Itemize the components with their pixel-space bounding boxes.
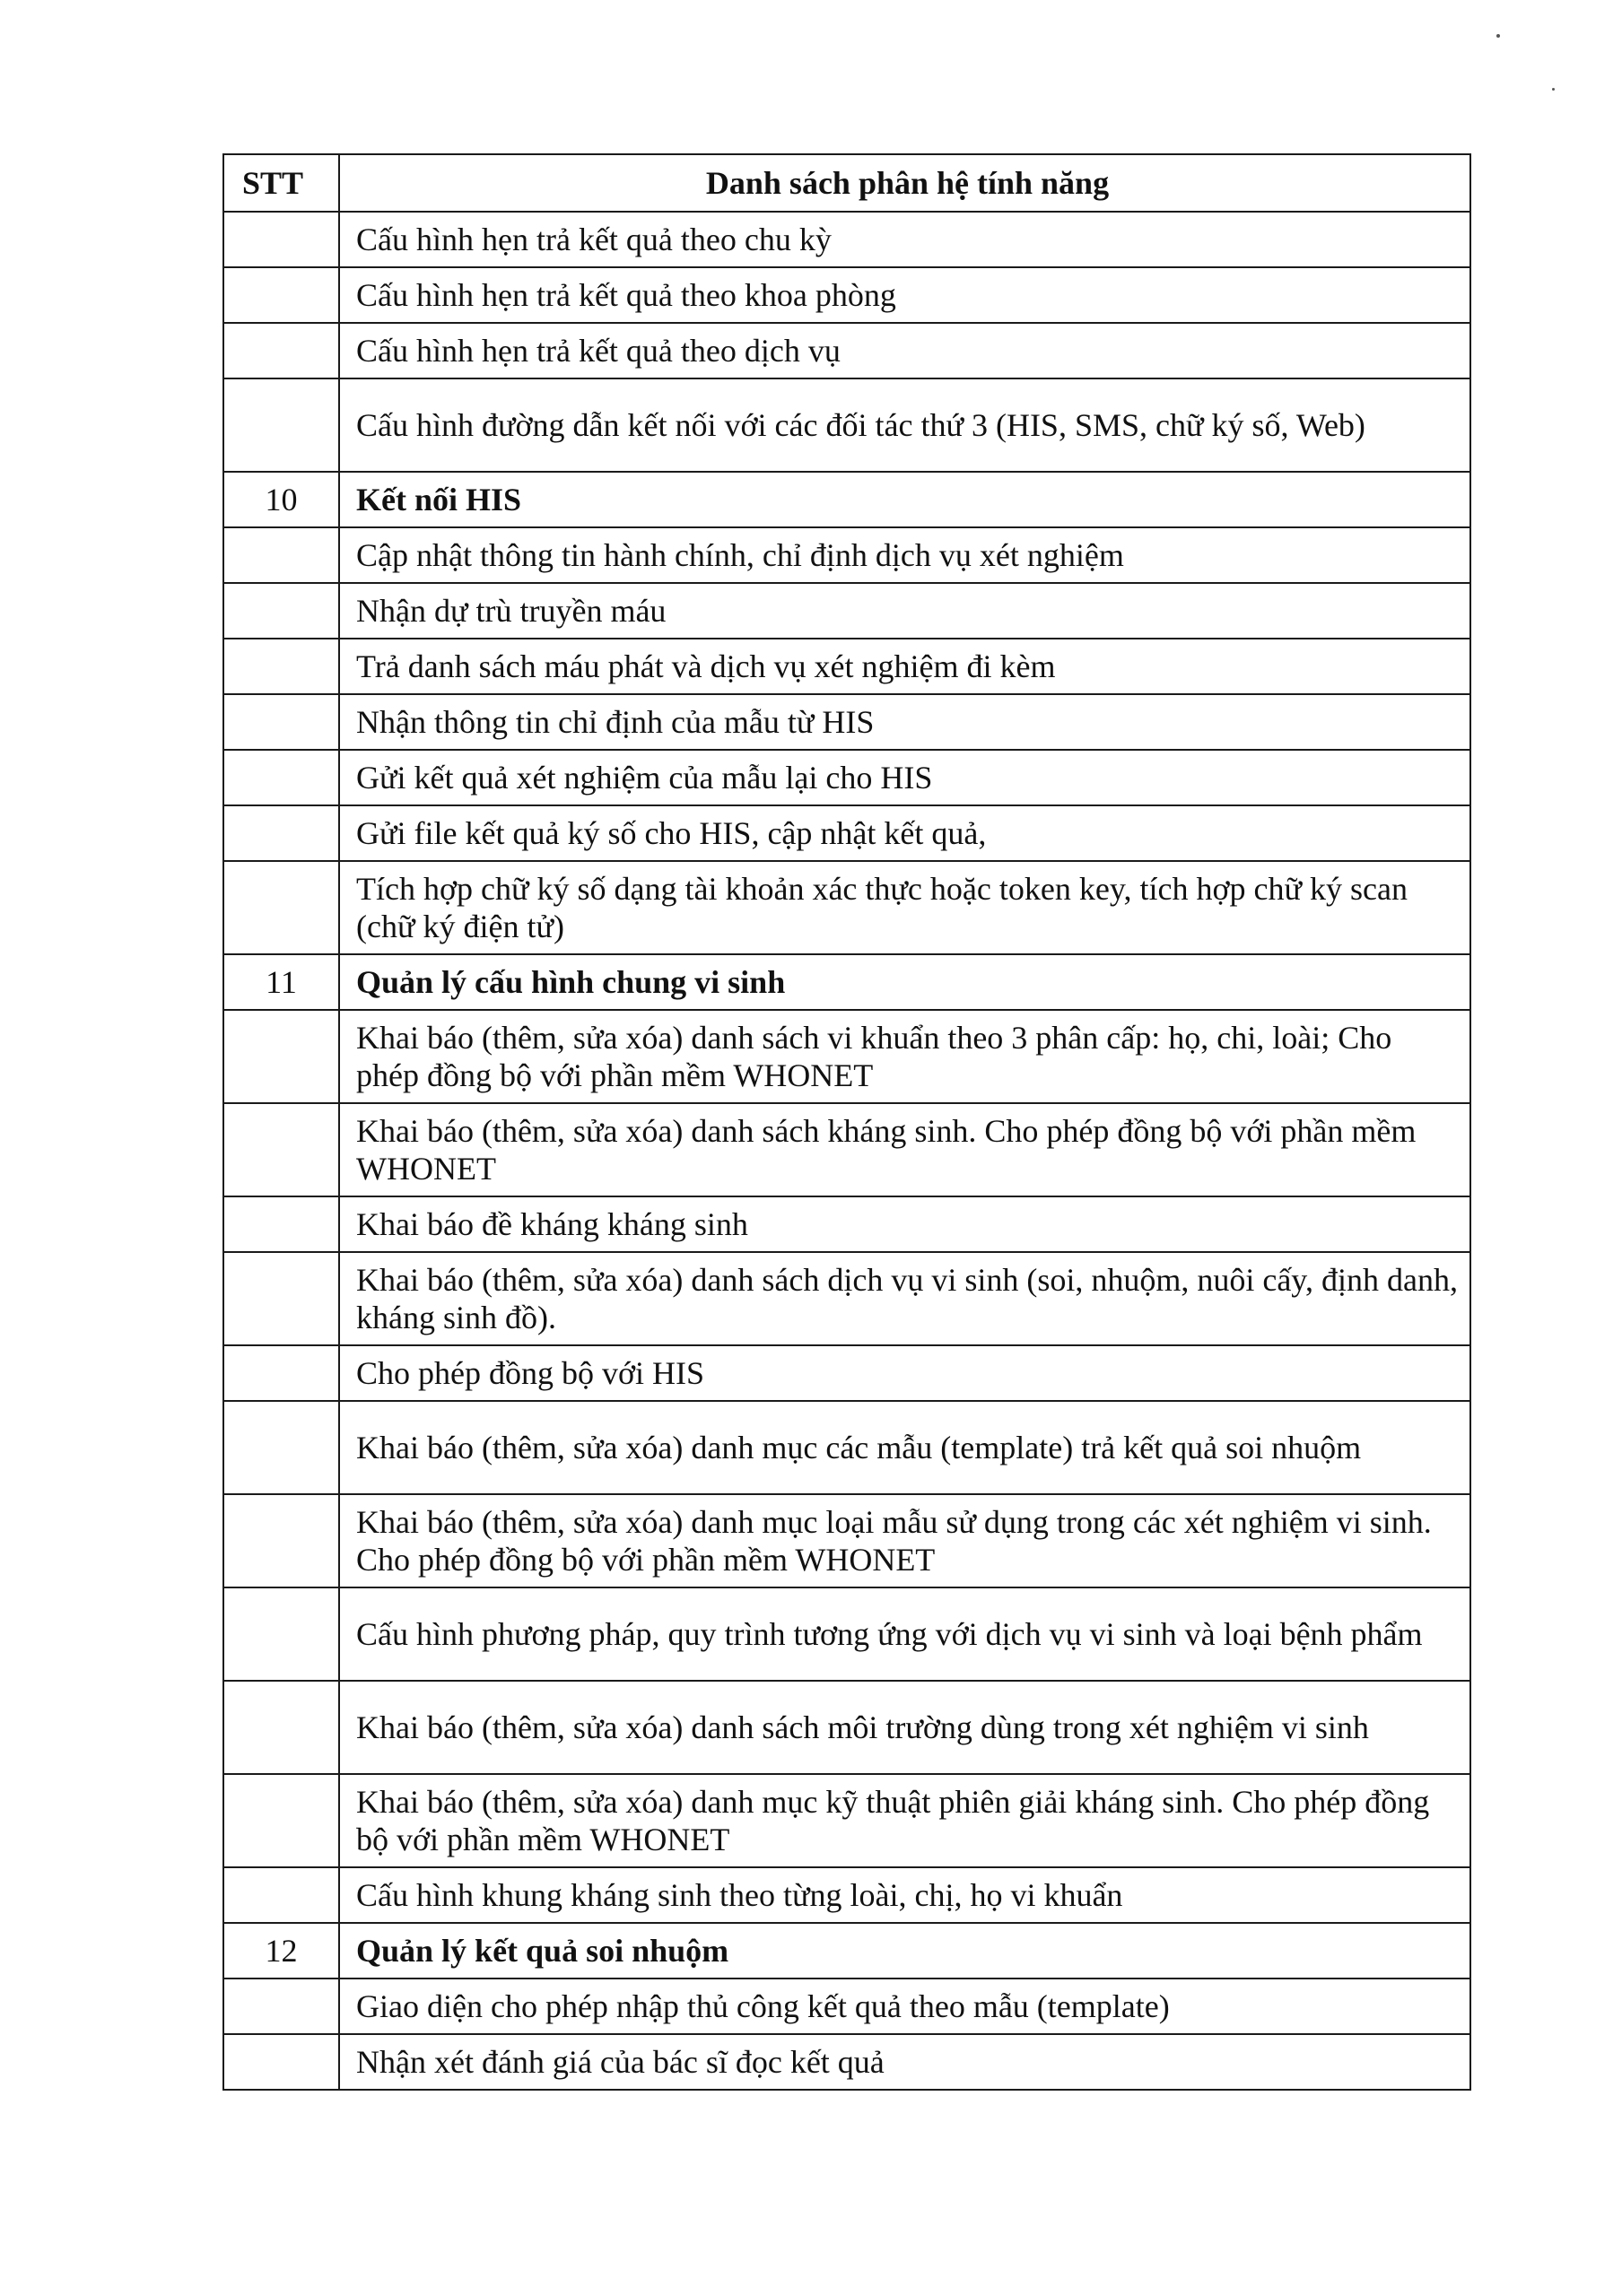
scan-speck bbox=[1496, 34, 1500, 38]
stt-cell bbox=[223, 639, 339, 694]
stt-cell bbox=[223, 323, 339, 378]
feature-cell: Cấu hình phương pháp, quy trình tương ứng với dịch vụ vi sinh và loại bệnh phẩm bbox=[339, 1587, 1470, 1681]
table-row bbox=[223, 750, 1470, 805]
stt-cell bbox=[223, 694, 339, 750]
group-title-cell: Kết nối HIS bbox=[339, 472, 1470, 527]
group-title-cell: Quản lý kết quả soi nhuộm bbox=[339, 1923, 1470, 1979]
table-row bbox=[223, 1494, 1470, 1587]
stt-cell bbox=[223, 1252, 339, 1345]
table-row bbox=[223, 639, 1470, 694]
feature-cell: Cấu hình hẹn trả kết quả theo dịch vụ bbox=[339, 323, 1470, 378]
table-row bbox=[223, 583, 1470, 639]
feature-cell: Gửi file kết quả ký số cho HIS, cập nhật kết quả, bbox=[339, 805, 1470, 861]
table-row bbox=[223, 1103, 1470, 1196]
feature-cell: Khai báo đề kháng kháng sinh bbox=[339, 1196, 1470, 1252]
group-row bbox=[223, 472, 1470, 527]
feature-cell: Tích hợp chữ ký số dạng tài khoản xác thực hoặc token key, tích hợp chữ ký scan (chữ ký điện tử) bbox=[339, 861, 1470, 954]
scan-speck bbox=[1552, 88, 1555, 91]
stt-cell bbox=[223, 1103, 339, 1196]
stt-cell bbox=[223, 750, 339, 805]
table-row bbox=[223, 805, 1470, 861]
feature-cell: Khai báo (thêm, sửa xóa) danh mục kỹ thuật phiên giải kháng sinh. Cho phép đồng bộ với phần mềm WHONET bbox=[339, 1774, 1470, 1867]
table-row bbox=[223, 861, 1470, 954]
stt-cell bbox=[223, 1196, 339, 1252]
table-row bbox=[223, 527, 1470, 583]
table-row bbox=[223, 1979, 1470, 2034]
stt-cell bbox=[223, 1867, 339, 1923]
feature-column-header: Danh sách phân hệ tính năng bbox=[339, 154, 1470, 212]
table-row bbox=[223, 378, 1470, 472]
table-row bbox=[223, 1587, 1470, 1681]
stt-cell bbox=[223, 267, 339, 323]
stt-cell bbox=[223, 378, 339, 472]
table-row bbox=[223, 1401, 1470, 1494]
table-row bbox=[223, 1010, 1470, 1103]
feature-cell: Nhận xét đánh giá của bác sĩ đọc kết quả bbox=[339, 2034, 1470, 2090]
table-row bbox=[223, 1196, 1470, 1252]
table-row bbox=[223, 1681, 1470, 1774]
stt-cell bbox=[223, 1774, 339, 1867]
stt-cell bbox=[223, 1979, 339, 2034]
feature-cell: Cấu hình khung kháng sinh theo từng loài, chị, họ vi khuẩn bbox=[339, 1867, 1470, 1923]
feature-cell: Khai báo (thêm, sửa xóa) danh sách vi khuẩn theo 3 phân cấp: họ, chi, loài; Cho phép đồng bộ với phần mềm WHONET bbox=[339, 1010, 1470, 1103]
stt-cell bbox=[223, 1345, 339, 1401]
stt-cell bbox=[223, 1010, 339, 1103]
table-row bbox=[223, 212, 1470, 267]
stt-cell bbox=[223, 1401, 339, 1494]
table-row bbox=[223, 1345, 1470, 1401]
header-row bbox=[223, 154, 1470, 212]
table-row bbox=[223, 694, 1470, 750]
table-header bbox=[223, 154, 1470, 212]
feature-cell: Cấu hình hẹn trả kết quả theo khoa phòng bbox=[339, 267, 1470, 323]
group-row bbox=[223, 954, 1470, 1010]
stt-cell bbox=[223, 212, 339, 267]
feature-cell: Gửi kết quả xét nghiệm của mẫu lại cho HIS bbox=[339, 750, 1470, 805]
feature-cell: Cấu hình đường dẫn kết nối với các đối tác thứ 3 (HIS, SMS, chữ ký số, Web) bbox=[339, 378, 1470, 472]
feature-cell: Khai báo (thêm, sửa xóa) danh mục loại mẫu sử dụng trong các xét nghiệm vi sinh. Cho phép đồng bộ với phần mềm WHONET bbox=[339, 1494, 1470, 1587]
feature-cell: Cho phép đồng bộ với HIS bbox=[339, 1345, 1470, 1401]
stt-cell bbox=[223, 805, 339, 861]
stt-cell bbox=[223, 583, 339, 639]
stt-cell: 12 bbox=[223, 1923, 339, 1979]
table-row bbox=[223, 323, 1470, 378]
feature-cell: Khai báo (thêm, sửa xóa) danh sách dịch vụ vi sinh (soi, nhuộm, nuôi cấy, định danh, kháng sinh đồ). bbox=[339, 1252, 1470, 1345]
stt-cell: 11 bbox=[223, 954, 339, 1010]
stt-cell bbox=[223, 1494, 339, 1587]
stt-column-header: STT bbox=[223, 154, 339, 212]
feature-cell: Trả danh sách máu phát và dịch vụ xét nghiệm đi kèm bbox=[339, 639, 1470, 694]
stt-cell: 10 bbox=[223, 472, 339, 527]
table-row bbox=[223, 2034, 1470, 2090]
feature-cell: Cấu hình hẹn trả kết quả theo chu kỳ bbox=[339, 212, 1470, 267]
stt-cell bbox=[223, 1681, 339, 1774]
stt-cell bbox=[223, 1587, 339, 1681]
group-row bbox=[223, 1923, 1470, 1979]
feature-cell: Giao diện cho phép nhập thủ công kết quả theo mẫu (template) bbox=[339, 1979, 1470, 2034]
feature-cell: Nhận thông tin chỉ định của mẫu từ HIS bbox=[339, 694, 1470, 750]
feature-cell: Khai báo (thêm, sửa xóa) danh sách môi trường dùng trong xét nghiệm vi sinh bbox=[339, 1681, 1470, 1774]
table-row bbox=[223, 1252, 1470, 1345]
feature-cell: Nhận dự trù truyền máu bbox=[339, 583, 1470, 639]
stt-cell bbox=[223, 2034, 339, 2090]
table-body bbox=[223, 212, 1470, 2090]
feature-cell: Khai báo (thêm, sửa xóa) danh sách kháng sinh. Cho phép đồng bộ với phần mềm WHONET bbox=[339, 1103, 1470, 1196]
group-title-cell: Quản lý cấu hình chung vi sinh bbox=[339, 954, 1470, 1010]
table-row bbox=[223, 1774, 1470, 1867]
stt-cell bbox=[223, 527, 339, 583]
table-row bbox=[223, 267, 1470, 323]
feature-cell: Cập nhật thông tin hành chính, chỉ định dịch vụ xét nghiệm bbox=[339, 527, 1470, 583]
feature-table bbox=[222, 153, 1471, 2091]
feature-cell: Khai báo (thêm, sửa xóa) danh mục các mẫu (template) trả kết quả soi nhuộm bbox=[339, 1401, 1470, 1494]
table-row bbox=[223, 1867, 1470, 1923]
stt-cell bbox=[223, 861, 339, 954]
